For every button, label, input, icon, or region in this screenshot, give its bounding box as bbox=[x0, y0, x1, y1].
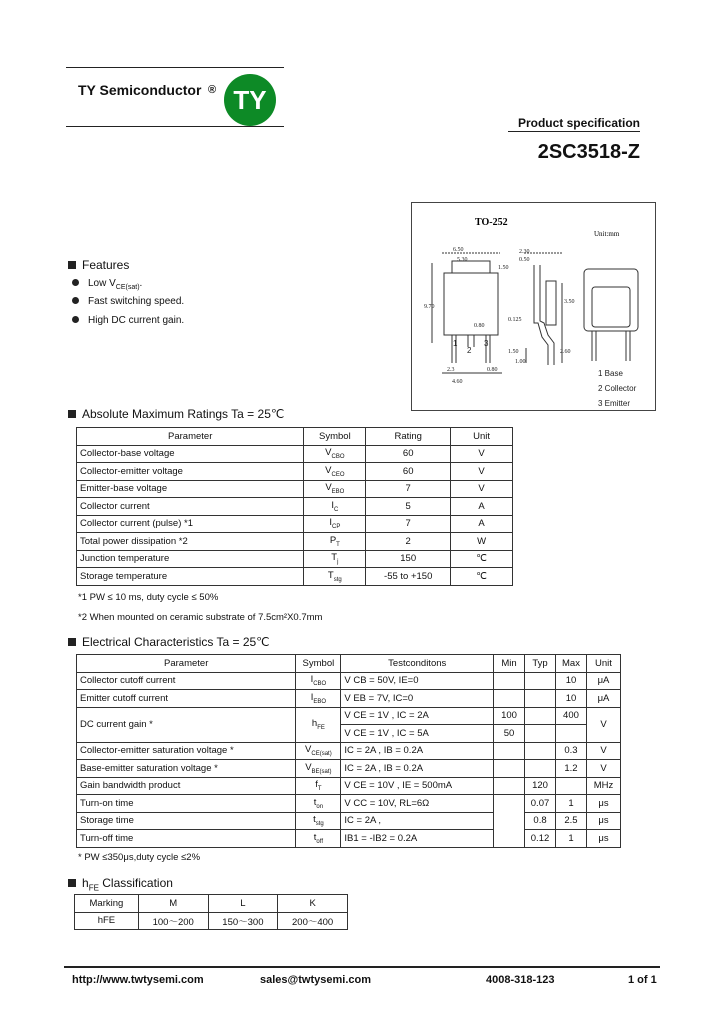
abs-max-note-2: *2 When mounted on ceramic substrate of 7.5cm²X0.7mm bbox=[78, 612, 323, 623]
package-name: TO-252 bbox=[475, 217, 508, 228]
table-row: Storage time $t_{stg}$ IC = 2A , 0.8 2.5 μs bbox=[77, 812, 621, 830]
package-drawing bbox=[411, 202, 656, 411]
pin-legend-1: 1 Base bbox=[598, 369, 623, 378]
svg-text:1.50: 1.50 bbox=[508, 349, 519, 355]
header-bottom-rule bbox=[66, 126, 284, 127]
header-top-rule bbox=[66, 67, 284, 68]
table-row: hFE 100～200 150～300 200～400 bbox=[75, 912, 348, 930]
part-number: 2SC3518-Z bbox=[537, 141, 640, 163]
bullet-dot-icon bbox=[72, 316, 79, 323]
front-body bbox=[444, 273, 498, 335]
table-row: Storage temperature $T_{stg}$ -55 to +150 ℃ bbox=[77, 568, 513, 586]
footer-rule bbox=[64, 966, 660, 968]
table-row: Collector-base voltage $V_{CBO}$ 60 V bbox=[77, 445, 513, 463]
svg-text:2.3: 2.3 bbox=[447, 367, 455, 373]
footer-page-number: 1 of 1 bbox=[628, 974, 657, 986]
doc-type-rule bbox=[508, 131, 640, 132]
feature-item: High DC current gain. bbox=[72, 315, 184, 326]
table-row: Collector cutoff current $I_{CBO}$ V CB = 50V, IE=0 10 μA bbox=[77, 672, 621, 690]
svg-text:4.60: 4.60 bbox=[452, 379, 463, 385]
features-heading: Features bbox=[68, 258, 129, 272]
table-row: Base-emitter saturation voltage * $V_{BE(sat)}$ IC = 2A , IB = 0.2A 1.2 V bbox=[77, 760, 621, 778]
table-row: Emitter cutoff current $I_{EBO}$ V EB = 7V, IC=0 10 μA bbox=[77, 690, 621, 708]
svg-text:2.60: 2.60 bbox=[560, 349, 571, 355]
abs-max-heading: Absolute Maximum Ratings Ta = 25℃ bbox=[68, 407, 284, 421]
doc-type: Product specification bbox=[517, 116, 640, 130]
svg-text:6.50: 6.50 bbox=[453, 247, 464, 253]
hfe-heading: $h_{FE}$ Classification bbox=[68, 876, 173, 892]
elec-note: * PW ≤350μs,duty cycle ≤2% bbox=[78, 852, 201, 863]
hfe-table bbox=[74, 894, 348, 930]
table-row: Junction temperature $T_j$ 150 ℃ bbox=[77, 550, 513, 568]
footer-email[interactable]: sales@twtysemi.com bbox=[260, 974, 371, 986]
bullet-dot-icon bbox=[72, 279, 79, 286]
table-row: Total power dissipation *2 $P_T$ 2 W bbox=[77, 533, 513, 551]
svg-text:5.30: 5.30 bbox=[457, 257, 468, 263]
table-row: Collector-emitter voltage $V_{CEO}$ 60 V bbox=[77, 463, 513, 481]
abs-max-table bbox=[76, 427, 513, 586]
svg-text:0.80: 0.80 bbox=[487, 367, 498, 373]
feature-item: Low $V_{CE(sat)}$. bbox=[72, 278, 142, 291]
svg-text:0.80: 0.80 bbox=[474, 323, 485, 329]
table-row: DC current gain * $h_{FE}$ V CE = 1V , IC = 2A 100 400 V bbox=[77, 707, 621, 725]
svg-text:2.30: 2.30 bbox=[519, 249, 530, 255]
elec-char-table bbox=[76, 654, 621, 848]
bullet-square-icon bbox=[68, 261, 76, 269]
svg-text:0.125: 0.125 bbox=[508, 317, 522, 323]
svg-text:0.50: 0.50 bbox=[519, 257, 530, 263]
to252-outline-diagram bbox=[412, 203, 655, 410]
pin-3-label: 3 bbox=[484, 339, 489, 348]
package-unit: Unit:mm bbox=[594, 230, 620, 238]
footer-url[interactable]: http://www.twtysemi.com bbox=[72, 974, 204, 986]
table-header-row: Parameter Symbol Rating Unit bbox=[77, 428, 513, 446]
company-name: TY Semiconductor bbox=[78, 82, 202, 98]
table-row: Collector current $I_C$ 5 A bbox=[77, 498, 513, 516]
table-row: Gain bandwidth product $f_T$ V CE = 10V , IE = 500mA 120 MHz bbox=[77, 777, 621, 795]
table-row: V CE = 1V , IC = 5A 50 bbox=[77, 725, 621, 743]
registered-mark: ® bbox=[208, 84, 217, 96]
feature-item: Fast switching speed. bbox=[72, 296, 184, 307]
pin-1-label: 1 bbox=[453, 339, 458, 348]
bullet-square-icon bbox=[68, 410, 76, 418]
table-header-row: Parameter Symbol Testconditons Min Typ Max Unit bbox=[77, 655, 621, 673]
ty-logo: TY bbox=[224, 74, 276, 126]
table-row: Emitter-base voltage $V_{EBO}$ 7 V bbox=[77, 480, 513, 498]
elec-heading: Electrical Characteristics Ta = 25℃ bbox=[68, 635, 270, 649]
bullet-square-icon bbox=[68, 879, 76, 887]
table-row: Turn-on time $t_{on}$ V CC = 10V, RL=6Ω 0.07 1 μs bbox=[77, 795, 621, 813]
table-row: Collector-emitter saturation voltage * $V_{CE(sat)}$ IC = 2A , IB = 0.2A 0.3 V bbox=[77, 742, 621, 760]
pin-legend-2: 2 Collector bbox=[598, 384, 637, 393]
svg-text:3.50: 3.50 bbox=[564, 299, 575, 305]
bullet-dot-icon bbox=[72, 297, 79, 304]
pin-legend-3: 3 Emitter bbox=[598, 399, 631, 408]
pin-2-label: 2 bbox=[467, 346, 472, 355]
table-header-row: Marking M L K bbox=[75, 895, 348, 913]
svg-text:1.00: 1.00 bbox=[515, 359, 526, 365]
bullet-square-icon bbox=[68, 638, 76, 646]
svg-text:1.50: 1.50 bbox=[498, 265, 509, 271]
abs-max-note-1: *1 PW ≤ 10 ms, duty cycle ≤ 50% bbox=[78, 592, 219, 603]
table-row: Turn-off time $t_{off}$ IB1 = -IB2 = 0.2A 0.12 1 μs bbox=[77, 830, 621, 848]
table-row: Collector current (pulse) *1 $I_{CP}$ 7 A bbox=[77, 515, 513, 533]
svg-text:9.70: 9.70 bbox=[424, 304, 435, 310]
footer-phone: 4008-318-123 bbox=[486, 974, 555, 986]
